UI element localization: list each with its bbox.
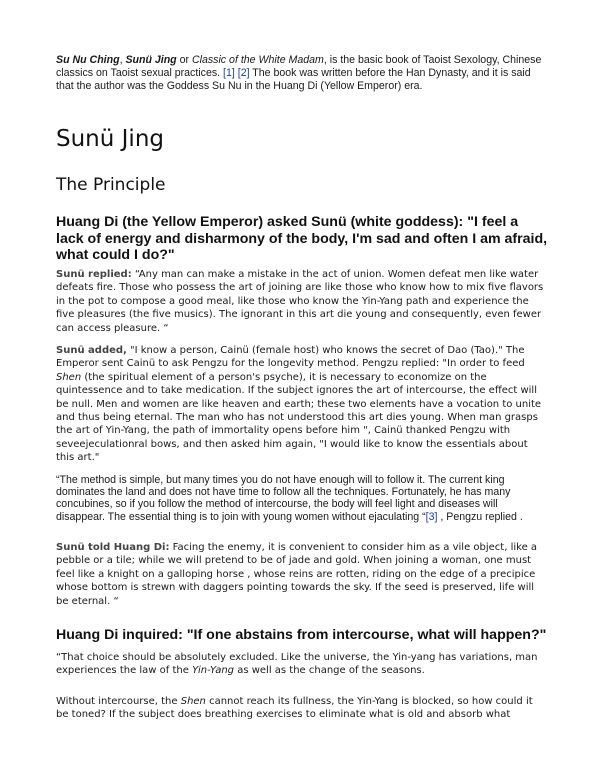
page-title: Sunü Jing [56, 126, 164, 152]
paragraph-text: Facing the enemy, it is convenient to consider him as a vile object, like a pebble or a tile; while we will pretend to be of jade and gold. When joining a woman, one must feel like a knight on a galloping horse , whose reins are rotten, riding on the edge of a precipice whose bottom is strewn with daggers pointing towards the sky. If the seed is preserved, life will be eternal. “ [56, 542, 538, 607]
paragraph-lead: Sunü replied: [56, 269, 132, 280]
reference-link-1[interactable]: [1] [223, 66, 235, 79]
paragraph-lead: Sunü told Huang Di: [56, 542, 170, 553]
paragraph-sunu-told [56, 541, 546, 608]
intro-text: , is the basic book of Taoist Sexology, Chinese classics on Taoist sexual practices. [56, 54, 542, 79]
paragraph-text-2: (the spiritual element of a person's psyche), it is necessary to economize on the quintessence and to take medication. If the subject ignores the art of intercourse, the effect will be null. Men and women are like heaven and earth; these two elements have a vocation to unite and thus being eternal. The man who has not understood this art dies young. When man grasps the art of Yin-Yang, the path of immortality opens before him ", Cainü thanked Pengzu with seveejeculationral bows, and then asked him again, "I would like to know the essentials about this art." [56, 371, 542, 464]
intro-separator: , [119, 54, 126, 66]
paragraph-text: “That choice should be absolutely excluded. Like the universe, the Yin-yang has variations, man experiences the law of the [56, 652, 538, 677]
paragraph-sunu-replied [56, 268, 546, 335]
intro-text-2: The book was written before the Han Dynasty, and it is said that the author was the Goddess Su Nu in the Huang Di (Yellow Emperor) era. [56, 66, 531, 92]
paragraph-text-2: as well as the change of the seasons. [234, 665, 425, 677]
paragraph-tail: , Pengzu replied . [437, 510, 523, 523]
paragraph-sunu-added [56, 344, 546, 465]
title-classic-white-madam: Classic of the White Madam [191, 54, 324, 66]
document-page [56, 54, 548, 721]
reference-link-2[interactable]: [2] [237, 66, 250, 79]
paragraph-choice [56, 651, 546, 678]
paragraph-text: Without intercourse, the [56, 696, 181, 707]
paragraph-text: "I know a person, Cainü (female host) who knows the secret of Dao (Tao)." The Emperor sent Cainü to ask Pengzu for the longevity method. Pengzu replied: "In order to feed [56, 345, 525, 370]
reference-link-3[interactable]: [3] [425, 510, 438, 523]
paragraph-text: “Any man can make a mistake in the act of union. Women defeat men like water defeats fire. Those who possess the art of joining are like those who know how to mix five flavors in the pot to compose a good meal, like those who know the Yin-Yang path and experience the five pleasures (the five musics). The ignorant in this art die young and consequently, even fewer can access pleasure. “ [56, 269, 544, 334]
section-heading: The Principle [56, 175, 166, 195]
paragraph-text: “The method is simple, but many times you do not have enough will to follow it. The current king dominates the land and does not have time to follow all the techniques. Fortunately, he has many concubines, so if you follow the method of intercourse, the body will feel light and diseases will disappear. The essential thing is to join with young women without ejaculating “ [56, 474, 511, 523]
title-sunu-jing: Sunü Jing [125, 54, 177, 66]
paragraph-text-2: cannot reach its fullness, the Yin-Yang is blocked, so how could it be toned? If the subject does breathing exercises to eliminate what is old and absorb what [56, 696, 533, 721]
intro-separator: or [176, 54, 192, 66]
shen-term: Shen [56, 371, 82, 383]
shen-term: Shen [180, 696, 206, 707]
question-heading-2: Huang Di inquired: "If one abstains from intercourse, what will happen?" [56, 627, 547, 643]
intro-paragraph [56, 54, 546, 92]
question-heading-1: Huang Di (the Yellow Emperor) asked Sunü (white goddess): "I feel a lack of energy and disharmony of the body, I'm sad and often I am afraid, what could I do?" [56, 214, 548, 263]
paragraph-without-intercourse [56, 695, 546, 722]
paragraph-method [56, 474, 546, 523]
yinyang-term: Yin-Yang [192, 665, 235, 677]
title-su-nu-ching: Su Nu Ching [56, 54, 120, 66]
paragraph-lead: Sunü added, [56, 345, 127, 356]
